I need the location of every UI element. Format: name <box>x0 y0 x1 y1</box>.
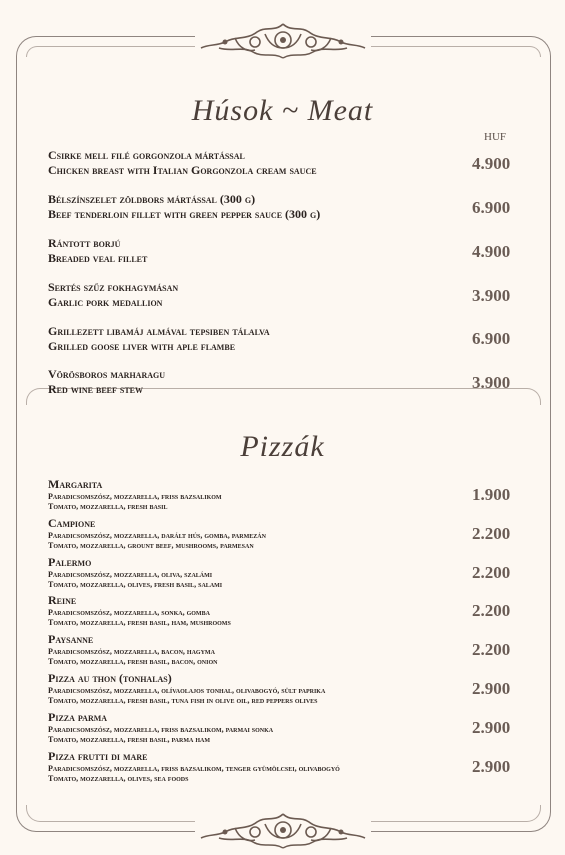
pizza-section-title: Pizzák <box>240 430 325 463</box>
menu-item <box>48 477 488 511</box>
pizza-name: Pizza au thon (tonhalas) <box>48 671 172 685</box>
pizza-ingredients-en: Tomato, mozzarella, olives, sea foods <box>48 773 189 783</box>
menu-item <box>48 280 488 310</box>
pizza-ingredients-hu: Paradicsomszósz, mozzarella, oliva, szalámi <box>48 570 213 579</box>
pizza-ingredients-hu: Paradicsomszósz, mozzarella, friss bazsalikom, parmai sonka <box>48 725 274 734</box>
item-price: 6.900 <box>472 198 511 217</box>
item-name-en: Red wine beef stew <box>48 382 144 396</box>
menu-item <box>48 632 488 666</box>
item-name-hu: Csirke mell filé gorgonzola mártással <box>48 148 245 162</box>
item-name-en: Chicken breast with Italian Gorgonzola cream sauce <box>48 163 317 177</box>
pizza-ingredients-en: Tomato, mozzarella, grount beef, mushrooms, parmesan <box>48 540 254 550</box>
item-name-hu: Bélszínszelet zöldbors mártással (300 g) <box>48 192 256 206</box>
baroque-ornament-icon <box>195 808 371 854</box>
meat-section-title: Húsok ~ Meat <box>191 94 374 127</box>
pizza-ingredients-en: Tomato, mozzarella, fresh basil, bacon, onion <box>48 656 218 666</box>
menu-item <box>48 192 488 222</box>
pizza-name: Margarita <box>48 477 103 491</box>
menu-item <box>48 148 488 178</box>
pizza-ingredients-en: Tomato, mozzarella, olives, fresh basil, salami <box>48 579 223 589</box>
menu-item <box>48 516 488 550</box>
item-name-hu: Grillezett libamáj almával tepsiben tálalva <box>48 324 270 338</box>
item-name-hu: Rántott borjú <box>48 236 121 250</box>
pizza-name: Paysanne <box>48 632 94 646</box>
item-price: 2.200 <box>472 563 511 582</box>
item-price: 4.900 <box>472 154 511 173</box>
menu-item <box>48 324 488 354</box>
item-price: 2.200 <box>472 524 511 543</box>
menu-item <box>48 671 488 705</box>
item-name-hu: Sertés szűz fokhagymásan <box>48 280 179 294</box>
menu-item <box>48 555 488 589</box>
menu-item <box>48 236 488 266</box>
item-price: 4.900 <box>472 242 511 261</box>
item-price: 1.900 <box>472 485 511 504</box>
pizza-name: Reine <box>48 593 77 607</box>
pizza-ingredients-hu: Paradicsomszósz, mozzarella, darált hús, gomba, parmezán <box>48 531 266 540</box>
baroque-ornament-icon <box>195 18 371 64</box>
menu-item <box>48 749 488 783</box>
menu-item <box>48 367 488 397</box>
item-price: 2.200 <box>472 601 511 620</box>
menu-item <box>48 593 488 627</box>
pizza-ingredients-en: Tomato, mozzarella, fresh basil, ham, mushrooms <box>48 617 231 627</box>
pizza-ingredients-hu: Paradicsomszósz, mozzarella, bacon, hagyma <box>48 647 215 656</box>
item-price: 6.900 <box>472 329 511 348</box>
pizza-ingredients-en: Tomato, mozzarella, fresh basil, parma ham <box>48 734 211 744</box>
item-price: 3.900 <box>472 373 511 392</box>
item-name-en: Beef tenderloin fillet with green pepper sauce (300 g) <box>48 207 321 221</box>
pizza-name: Pizza frutti di mare <box>48 749 148 763</box>
item-price: 2.200 <box>472 640 511 659</box>
item-price: 2.900 <box>472 679 511 698</box>
pizza-ingredients-hu: Paradicsomszósz, mozzarella, friss bazsalikom, tenger gyümölcsei, olivabogyó <box>48 764 340 773</box>
item-price: 2.900 <box>472 718 511 737</box>
item-name-en: Breaded veal fillet <box>48 251 148 265</box>
pizza-name: Pizza parma <box>48 710 108 724</box>
pizza-ingredients-hu: Paradicsomszósz, mozzarella, olívaolajos tonhal, olivabogyó, sült paprika <box>48 686 326 695</box>
pizza-ingredients-en: Tomato, mozzarella, fresh basil <box>48 501 168 511</box>
item-name-hu: Vörösboros marharagu <box>48 367 166 381</box>
item-name-en: Garlic pork medallion <box>48 295 163 309</box>
item-name-en: Grilled goose liver with aple flambe <box>48 339 236 353</box>
currency-label: HUF <box>484 131 507 143</box>
menu-item <box>48 710 488 744</box>
pizza-name: Campione <box>48 516 96 530</box>
pizza-ingredients-en: Tomato, mozzarella, fresh basil, tuna fish in olive oil, red peppers olives <box>48 695 318 705</box>
pizza-ingredients-hu: Paradicsomszósz, mozzarella, sonka, gomba <box>48 608 210 617</box>
pizza-ingredients-hu: Paradicsomszósz, mozzarella, friss bazsalikom <box>48 492 222 501</box>
item-price: 2.900 <box>472 757 511 776</box>
item-price: 3.900 <box>472 286 511 305</box>
pizza-name: Palermo <box>48 555 92 569</box>
